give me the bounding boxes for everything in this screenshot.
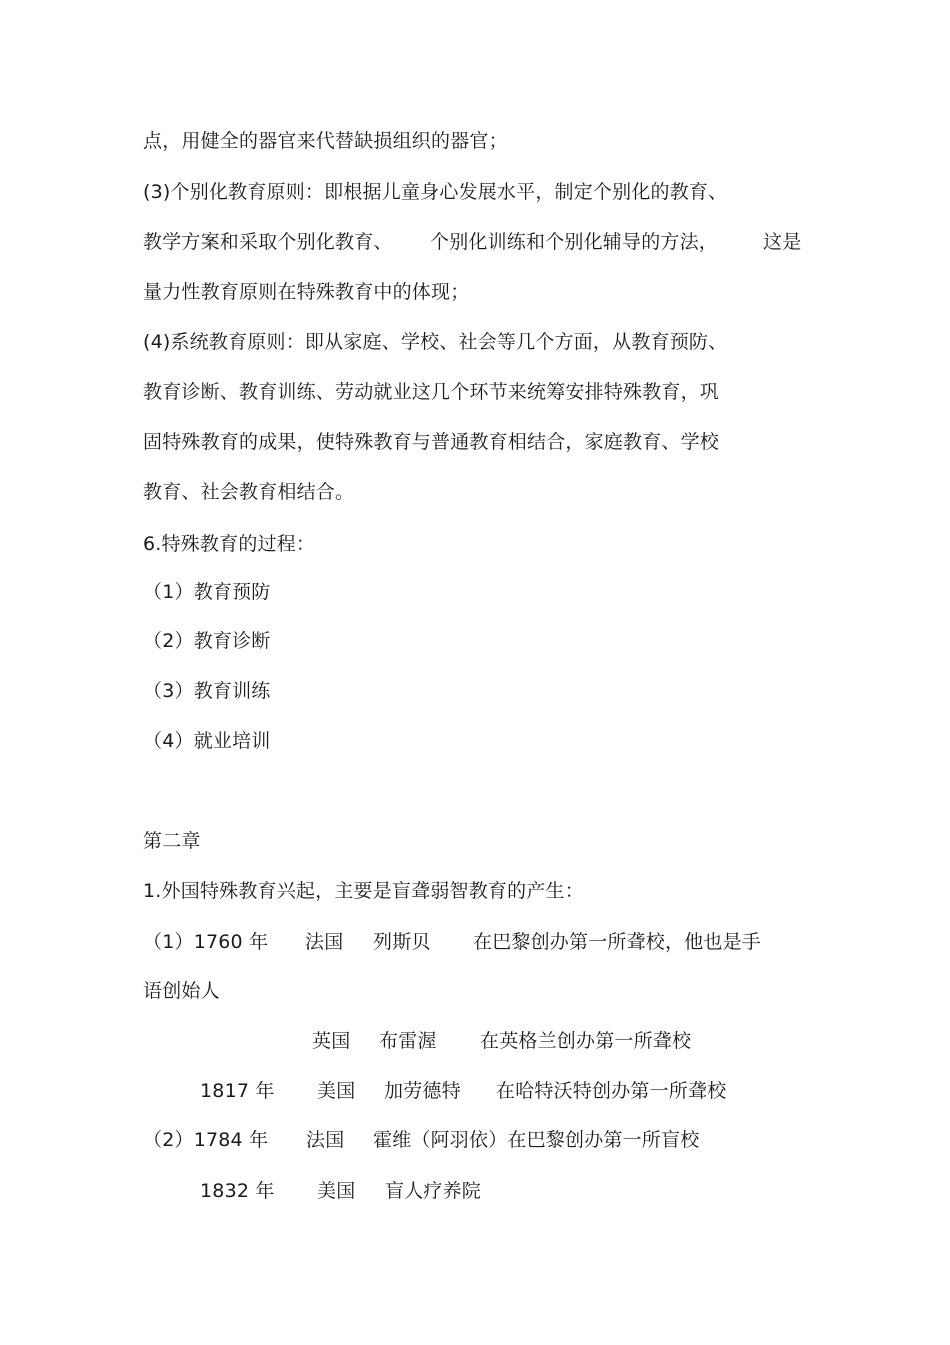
entry-event: 霍维（阿羽依）在巴黎创办第一所盲校 — [373, 1129, 700, 1151]
list-item: （1）教育预防 — [143, 581, 271, 603]
entry-country: 法国 — [305, 931, 344, 953]
text-line: 教育诊断、教育训练、劳动就业这几个环节来统筹安排特殊教育，巩 — [143, 381, 720, 403]
list-item: （3）教育训练 — [143, 680, 271, 702]
question-heading: 1.外国特殊教育兴起，主要是盲聋弱智教育的产生： — [143, 880, 584, 902]
entry-country: 美国 — [317, 1180, 356, 1202]
text-line-segment: 教学方案和采取个别化教育、 — [143, 231, 393, 253]
text-line-segment: 个别化训练和个别化辅导的方法， — [430, 231, 719, 253]
text-line-segment: 这是 — [763, 231, 802, 253]
principle-4-line: (4)系统教育原则：即从家庭、学校、社会等几个方面，从教育预防、 — [143, 331, 728, 353]
entry-person: 布雷渥 — [379, 1030, 437, 1052]
entry-event: 在巴黎创办第一所聋校，他也是手 — [473, 931, 762, 953]
chapter-title: 第二章 — [143, 830, 201, 852]
section-heading: 6.特殊教育的过程： — [143, 533, 316, 555]
text-line: 教育、社会教育相结合。 — [143, 481, 355, 503]
entry-country: 美国 — [317, 1080, 356, 1102]
entry-year: 1832 年 — [200, 1180, 275, 1202]
text-line: 量力性教育原则在特殊教育中的体现； — [143, 281, 470, 303]
entry-person: 加劳德特 — [384, 1080, 461, 1102]
entry-event: 在哈特沃特创办第一所聋校 — [496, 1080, 727, 1102]
entry-country: 法国 — [306, 1129, 345, 1151]
entry-event: 在英格兰创办第一所聋校 — [480, 1030, 692, 1052]
entry-country: 英国 — [312, 1030, 351, 1052]
entry-year: 1817 年 — [200, 1080, 275, 1102]
entry-continuation: 语创始人 — [143, 980, 220, 1002]
entry-year: （1）1760 年 — [143, 931, 269, 953]
entry-person: 列斯贝 — [373, 931, 431, 953]
text-line: 点，用健全的器官来代替缺损组织的器官； — [143, 130, 508, 152]
principle-3-line: (3)个别化教育原则：即根据儿童身心发展水平，制定个别化的教育、 — [143, 181, 728, 203]
entry-event: 盲人疗养院 — [385, 1180, 482, 1202]
list-item: （4）就业培训 — [143, 730, 271, 752]
entry-year: （2）1784 年 — [143, 1129, 269, 1151]
list-item: （2）教育诊断 — [143, 630, 271, 652]
text-line: 固特殊教育的成果，使特殊教育与普通教育相结合，家庭教育、学校 — [143, 431, 720, 453]
